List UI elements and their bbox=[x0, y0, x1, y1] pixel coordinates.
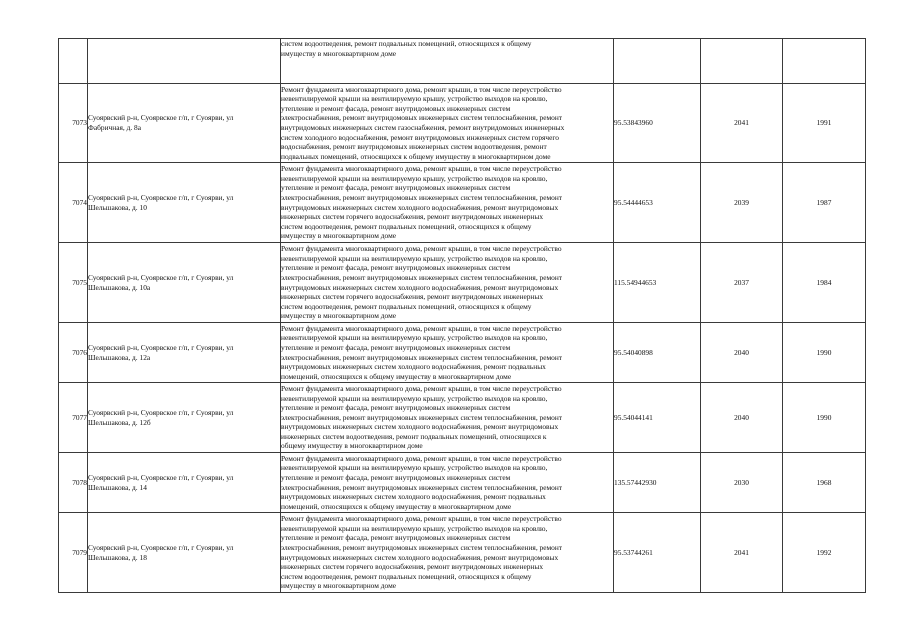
works-line: инженерных систем горячего водоснабжения, ремонт внутридомовых инженерных bbox=[281, 292, 544, 302]
works-line: подвальных помещений, относящихся к общему имуществу в многоквартирном доме bbox=[281, 151, 551, 161]
build-year-cell bbox=[783, 39, 866, 84]
works-line: утепление и ремонт фасада, ремонт внутридомовых инженерных систем bbox=[281, 183, 511, 193]
works-line: Ремонт фундамента многоквартирного дома, ремонт крыши, в том числе переустройство bbox=[281, 453, 562, 463]
works-list-cell bbox=[281, 39, 614, 84]
works-line: внутридомовых инженерных систем холодного водоснабжения, ремонт подвальных bbox=[281, 492, 546, 502]
works-list-cell bbox=[281, 513, 614, 593]
table-row bbox=[59, 163, 866, 243]
address-line: Шельшакова, д. 14 bbox=[88, 482, 147, 492]
build-year-cell: 1984 bbox=[783, 243, 866, 323]
row-number-cell: 7077 bbox=[59, 383, 88, 453]
works-line: внутридомовых инженерных систем газоснабжения, ремонт внутридомовых инженерных bbox=[281, 123, 565, 132]
address-cell bbox=[88, 243, 281, 323]
area-value-cell: 135.57442930 bbox=[614, 453, 701, 513]
row-number-cell: 7074 bbox=[59, 163, 88, 243]
row-number-cell: 7075 bbox=[59, 243, 88, 323]
build-year-cell: 1990 bbox=[783, 383, 866, 453]
repair-year-cell: 2041 bbox=[701, 84, 783, 163]
works-line: Ремонт фундамента многоквартирного дома, ремонт крыши, в том числе переустройство bbox=[281, 514, 562, 524]
repair-year-cell: 2037 bbox=[701, 243, 783, 323]
address-line: Суоярвский р-н, Суоярвское г/п, г Суоярви, ул bbox=[88, 272, 234, 282]
area-value-cell: 95.53843960 bbox=[614, 84, 701, 163]
table-row bbox=[59, 513, 866, 593]
area-value-cell: 115.54944653 bbox=[614, 243, 701, 323]
works-line: утепление и ремонт фасада, ремонт внутридомовых инженерных систем bbox=[281, 403, 511, 413]
works-line: электроснабжения, ремонт внутридомовых инженерных систем теплоснабжения, ремонт bbox=[281, 113, 563, 123]
works-line: электроснабжения, ремонт внутридомовых инженерных систем теплоснабжения, ремонт bbox=[281, 482, 563, 492]
works-line: систем водоотведения, ремонт подвальных помещений, относящихся к общему bbox=[281, 571, 532, 581]
row-number-cell bbox=[59, 39, 88, 84]
document-page bbox=[58, 38, 866, 593]
works-list-cell bbox=[281, 84, 614, 163]
repair-year-cell: 2030 bbox=[701, 453, 783, 513]
works-line: общему имуществу в многоквартирном доме bbox=[281, 441, 423, 451]
works-line: Ремонт фундамента многоквартирного дома, ремонт крыши, в том числе переустройство bbox=[281, 244, 562, 254]
works-line: невентилируемой крыши на вентилируемую крышу, устройство выходов на кровлю, bbox=[281, 333, 548, 343]
works-line: имуществу в многоквартирном доме bbox=[281, 48, 397, 58]
repair-year-cell: 2040 bbox=[701, 383, 783, 453]
table-body bbox=[59, 39, 866, 593]
works-line: электроснабжения, ремонт внутридомовых инженерных систем теплоснабжения, ремонт bbox=[281, 192, 563, 202]
area-value-cell: 95.54044141 bbox=[614, 383, 701, 453]
works-line: невентилируемой крыши на вентилируемую крышу, устройство выходов на кровлю, bbox=[281, 523, 548, 533]
repair-year-cell bbox=[701, 39, 783, 84]
repair-year-cell: 2039 bbox=[701, 163, 783, 243]
works-line: Ремонт фундамента многоквартирного дома, ремонт крыши, в том числе переустройство bbox=[281, 383, 562, 393]
works-line: невентилируемой крыши на вентилируемую крышу, устройство выходов на кровлю, bbox=[281, 463, 548, 473]
works-list-cell bbox=[281, 163, 614, 243]
works-line: имуществу в многоквартирном доме bbox=[281, 231, 397, 241]
works-line: утепление и ремонт фасада, ремонт внутридомовых инженерных систем bbox=[281, 342, 511, 352]
address-line: Шельшакова, д. 10 bbox=[88, 202, 147, 212]
works-line: утепление и ремонт фасада, ремонт внутридомовых инженерных систем bbox=[281, 472, 511, 482]
works-line: невентилируемой крыши на вентилируемую крышу, устройство выходов на кровлю, bbox=[281, 393, 548, 403]
works-line: систем водоотведения, ремонт подвальных помещений, относящихся к общему bbox=[281, 301, 532, 311]
works-line: невентилируемой крыши на вентилируемую крышу, устройство выходов на кровлю, bbox=[281, 173, 548, 183]
address-line: Суоярвский р-н, Суоярвское г/п, г Суоярви, ул bbox=[88, 407, 234, 417]
address-line: Шельшакова, д. 12б bbox=[88, 417, 151, 427]
address-line: Шельшакова, д. 10а bbox=[88, 282, 151, 292]
area-value-cell bbox=[614, 39, 701, 84]
works-line: электроснабжения, ремонт внутридомовых инженерных систем теплоснабжения, ремонт bbox=[281, 412, 563, 422]
works-line: систем водоотведения, ремонт подвальных помещений, относящихся к общему bbox=[281, 39, 532, 48]
repair-year-cell: 2041 bbox=[701, 513, 783, 593]
works-line: помещений, относящихся к общему имуществу в многоквартирном доме bbox=[281, 371, 512, 381]
works-line: Ремонт фундамента многоквартирного дома, ремонт крыши, в том числе переустройство bbox=[281, 164, 562, 174]
address-cell bbox=[88, 453, 281, 513]
works-line: внутридомовых инженерных систем холодного водоснабжения, ремонт подвальных bbox=[281, 362, 546, 372]
table-row bbox=[59, 243, 866, 323]
address-line: Шельшакова, д. 18 bbox=[88, 552, 147, 562]
table-row bbox=[59, 383, 866, 453]
address-cell bbox=[88, 163, 281, 243]
row-number-cell: 7073 bbox=[59, 84, 88, 163]
works-list-cell bbox=[281, 323, 614, 383]
works-line: внутридомовых инженерных систем холодного водоснабжения, ремонт внутридомовых bbox=[281, 282, 559, 292]
table-row bbox=[59, 323, 866, 383]
works-line: электроснабжения, ремонт внутридомовых инженерных систем теплоснабжения, ремонт bbox=[281, 272, 563, 282]
works-line: утепление и ремонт фасада, ремонт внутридомовых инженерных систем bbox=[281, 263, 511, 273]
address-cell bbox=[88, 323, 281, 383]
address-cell bbox=[88, 39, 281, 84]
works-line: инженерных систем водоотведения, ремонт подвальных помещений, относящихся к bbox=[281, 431, 547, 441]
area-value-cell: 95.53744261 bbox=[614, 513, 701, 593]
works-line: Ремонт фундамента многоквартирного дома, ремонт крыши, в том числе переустройство bbox=[281, 323, 562, 333]
works-line: электроснабжения, ремонт внутридомовых инженерных систем теплоснабжения, ремонт bbox=[281, 542, 563, 552]
build-year-cell: 1992 bbox=[783, 513, 866, 593]
works-line: Ремонт фундамента многоквартирного дома, ремонт крыши, в том числе переустройство bbox=[281, 84, 562, 94]
table-row bbox=[59, 84, 866, 163]
works-line: утепление и ремонт фасада, ремонт внутридомовых инженерных систем bbox=[281, 533, 511, 543]
build-year-cell: 1991 bbox=[783, 84, 866, 163]
works-line: инженерных систем горячего водоснабжения, ремонт внутридомовых инженерных bbox=[281, 212, 544, 222]
area-value-cell: 95.54040898 bbox=[614, 323, 701, 383]
address-cell bbox=[88, 84, 281, 163]
works-line: инженерных систем горячего водоснабжения, ремонт внутридомовых инженерных bbox=[281, 562, 544, 572]
works-list-cell bbox=[281, 383, 614, 453]
address-cell bbox=[88, 383, 281, 453]
works-line: водоснабжения, ремонт внутридомовых инженерных систем водоотведения, ремонт bbox=[281, 142, 547, 152]
works-line: имуществу в многоквартирном доме bbox=[281, 311, 397, 321]
works-line: имуществу в многоквартирном доме bbox=[281, 581, 397, 591]
table-row bbox=[59, 39, 866, 84]
area-value-cell: 95.54444653 bbox=[614, 163, 701, 243]
works-line: невентилируемой крыши на вентилируемую крышу, устройство выходов на кровлю, bbox=[281, 253, 548, 263]
works-list-cell bbox=[281, 243, 614, 323]
works-line: внутридомовых инженерных систем холодного водоснабжения, ремонт внутридомовых bbox=[281, 422, 559, 432]
address-line: Фабричная, д. 8а bbox=[88, 123, 142, 132]
works-line: электроснабжения, ремонт внутридомовых инженерных систем теплоснабжения, ремонт bbox=[281, 352, 563, 362]
works-line: внутридомовых инженерных систем холодного водоснабжения, ремонт внутридомовых bbox=[281, 552, 559, 562]
repair-year-cell: 2040 bbox=[701, 323, 783, 383]
row-number-cell: 7078 bbox=[59, 453, 88, 513]
works-line: систем холодного водоснабжения, ремонт внутридомовых инженерных систем горячего bbox=[281, 132, 559, 142]
address-line: Суоярвский р-н, Суоярвское г/п, г Суоярви, ул bbox=[88, 542, 234, 552]
address-line: Суоярвский р-н, Суоярвское г/п, г Суоярви, ул bbox=[88, 472, 234, 482]
row-number-cell: 7079 bbox=[59, 513, 88, 593]
address-cell bbox=[88, 513, 281, 593]
works-line: утепление и ремонт фасада, ремонт внутридомовых инженерных систем bbox=[281, 103, 511, 113]
works-line: помещений, относящихся к общему имуществу в многоквартирном доме bbox=[281, 501, 512, 511]
repair-register-table bbox=[58, 38, 866, 593]
works-line: систем водоотведения, ремонт подвальных помещений, относящихся к общему bbox=[281, 221, 532, 231]
address-line: Суоярвский р-н, Суоярвское г/п, г Суоярви, ул bbox=[88, 113, 234, 123]
works-line: внутридомовых инженерных систем холодного водоснабжения, ремонт внутридомовых bbox=[281, 202, 559, 212]
works-line: невентилируемой крыши на вентилируемую крышу, устройство выходов на кровлю, bbox=[281, 94, 548, 104]
address-line: Шельшакова, д. 12а bbox=[88, 352, 151, 362]
table-row bbox=[59, 453, 866, 513]
build-year-cell: 1990 bbox=[783, 323, 866, 383]
row-number-cell: 7076 bbox=[59, 323, 88, 383]
address-line: Суоярвский р-н, Суоярвское г/п, г Суоярви, ул bbox=[88, 342, 234, 352]
address-line: Суоярвский р-н, Суоярвское г/п, г Суоярви, ул bbox=[88, 192, 234, 202]
build-year-cell: 1987 bbox=[783, 163, 866, 243]
build-year-cell: 1968 bbox=[783, 453, 866, 513]
works-list-cell bbox=[281, 453, 614, 513]
